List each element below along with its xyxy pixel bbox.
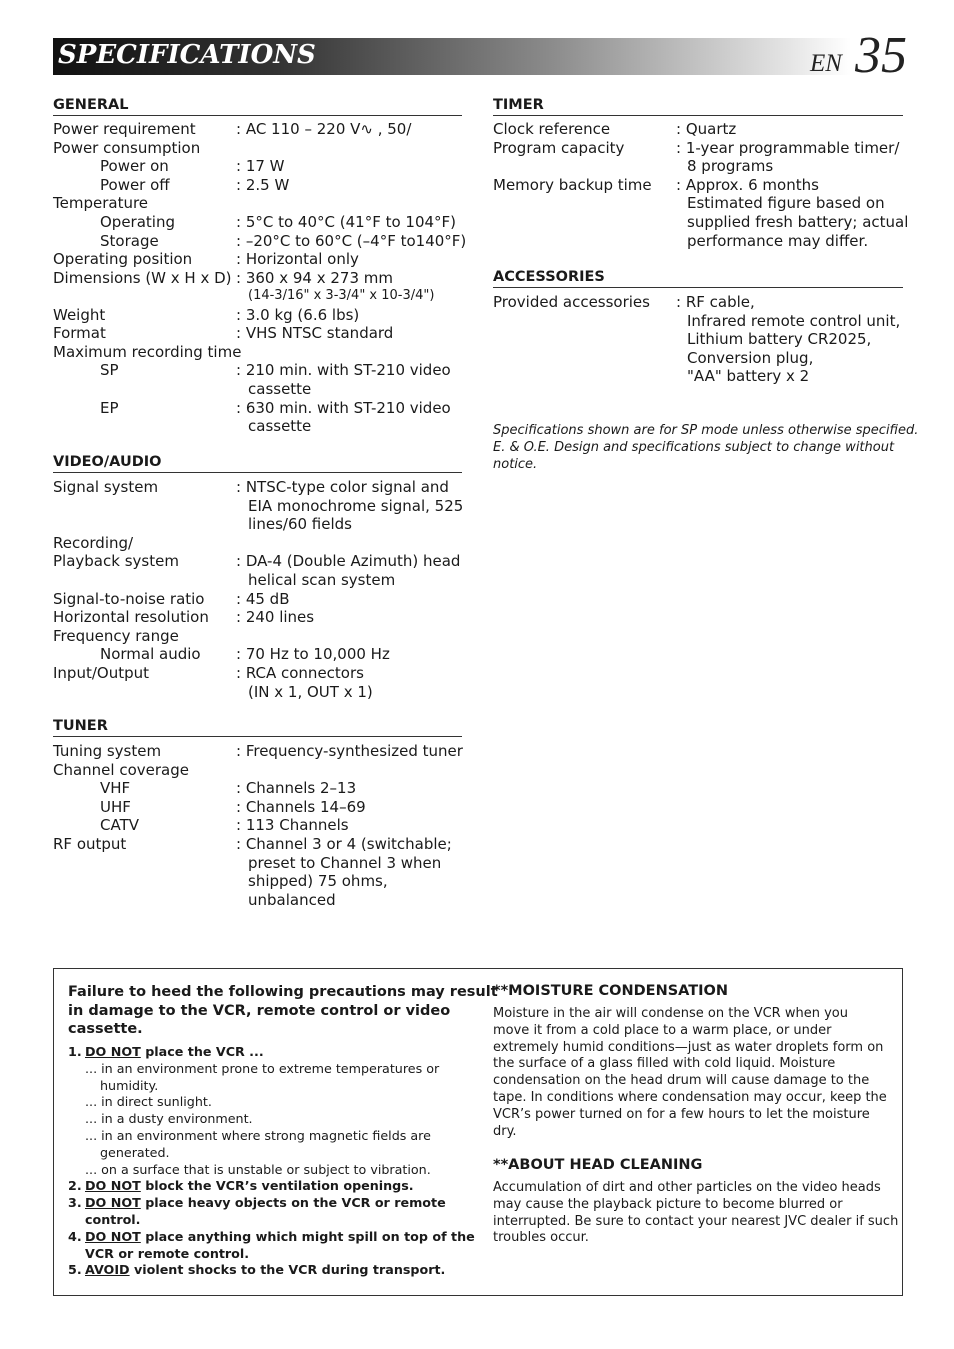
spec-label: Power consumption [53, 138, 201, 157]
spec-label: Horizontal resolution [53, 608, 209, 627]
section-title-general: GENERAL [53, 97, 129, 113]
heading-line: in damage to the VCR, remote control or video [68, 1002, 451, 1019]
item-text: control. [85, 1211, 141, 1227]
spec-value: preset to Channel 3 when [248, 853, 442, 872]
spec-value: : 70 Hz to 10,000 Hz [236, 645, 390, 664]
spec-label: Maximum recording time [53, 342, 242, 361]
spec-label: Normal audio [100, 645, 201, 664]
text-line: interrupted. Be sure to contact your nearest JVC dealer if such [493, 1213, 899, 1229]
spec-value: : 2.5 W [236, 175, 290, 194]
spec-label: Signal-to-noise ratio [53, 589, 205, 608]
page-title: SPECIFICATIONS [58, 40, 316, 70]
spec-value: helical scan system [248, 571, 396, 589]
text-line: Moisture in the air will condense on the VCR when you [493, 1006, 848, 1021]
text-line: condensation on the head drum will cause damage to the [493, 1073, 870, 1089]
subitem-text: ... on a surface that is unstable or subject to vibration. [85, 1161, 431, 1177]
subitem-text: ... in direct sunlight. [85, 1094, 212, 1110]
spec-label: Power requirement [53, 120, 196, 138]
spec-value: unbalanced [248, 890, 336, 909]
spec-label: RF output [53, 835, 127, 853]
spec-value: 8 programs [687, 157, 774, 176]
text-line: move it from a cold place to a warm place, or under [493, 1022, 832, 1038]
head-cleaning-title: **ABOUT HEAD CLEANING [493, 1157, 703, 1173]
spec-value: : 1-year programmable timer/ [676, 138, 900, 157]
subitem-text: generated. [100, 1144, 170, 1160]
spec-value: : Approx. 6 months [676, 175, 819, 194]
spec-label: EP [100, 398, 119, 417]
heading-line: Failure to heed the following precautions may result [68, 984, 498, 1000]
subitem-text: humidity. [100, 1077, 159, 1093]
note-line: E. & O.E. Design and specifications subject to change without [493, 439, 895, 455]
moisture-text [493, 1006, 887, 1140]
item-number: 3. [68, 1195, 82, 1211]
spec-value: : Quartz [676, 120, 737, 138]
head-cleaning-text [493, 1180, 898, 1247]
spec-value: : 240 lines [236, 608, 315, 627]
spec-value: EIA monochrome signal, 525 [248, 496, 464, 515]
text-line: extremely humid conditions—just as water droplets form on [493, 1039, 884, 1055]
spec-label: Recording/ [53, 533, 134, 552]
spec-label: CATV [100, 816, 139, 835]
spec-value: cassette [248, 417, 312, 436]
section-title-timer: TIMER [493, 97, 544, 113]
spec-label: Power off [100, 175, 170, 194]
heading-line: cassette. [68, 1021, 143, 1037]
text-line: dry. [493, 1123, 517, 1139]
item-text: VCR or remote control. [85, 1245, 250, 1261]
moisture-title: **MOISTURE CONDENSATION [493, 983, 729, 999]
section-rule [53, 472, 462, 473]
item-emphasis: AVOID [85, 1262, 130, 1278]
spec-value: Lithium battery CR2025, [687, 330, 872, 349]
spec-label: Signal system [53, 478, 159, 496]
item-number: 5. [68, 1262, 82, 1278]
item-text: place heavy objects on the VCR or remote [140, 1195, 446, 1211]
spec-value: : 3.0 kg (6.6 lbs) [236, 305, 360, 324]
spec-label: Format [53, 324, 106, 343]
text-line: Accumulation of dirt and other particles on the video heads [493, 1180, 881, 1195]
spec-label: UHF [100, 797, 131, 816]
spec-value: : 630 min. with ST-210 video [236, 398, 451, 417]
spec-label: Operating [100, 213, 175, 231]
language-label: EN [810, 50, 842, 77]
text-line: the surface of a glass filled with cold liquid. Moisture [493, 1056, 836, 1072]
specifications-note [493, 423, 919, 473]
subitem-text: ... in a dusty environment. [85, 1111, 253, 1127]
spec-label: Input/Output [53, 664, 149, 682]
spec-value: : AC 110 – 220 V∿ , 50/ [236, 120, 412, 138]
spec-label: Weight [53, 305, 106, 324]
spec-value: : NTSC-type color signal and [236, 478, 449, 496]
spec-value: Estimated figure based on [687, 194, 885, 213]
section-title-accessories: ACCESSORIES [493, 269, 605, 285]
section-title-video-audio: VIDEO/AUDIO [53, 454, 162, 470]
spec-value: : VHS NTSC standard [236, 324, 394, 343]
item-text: block the VCR’s ventilation openings. [140, 1178, 414, 1194]
spec-label: Clock reference [493, 120, 611, 138]
item-number: 2. [68, 1178, 82, 1194]
spec-value: : 45 dB [236, 589, 290, 608]
item-text: place anything which might spill on top of the [140, 1228, 475, 1244]
subitem-text: ... in an environment prone to extreme temperatures or [85, 1060, 440, 1076]
item-number: 1. [68, 1044, 82, 1059]
item-emphasis: DO NOT [85, 1228, 141, 1244]
spec-label: VHF [100, 779, 131, 798]
section-rule [53, 736, 462, 737]
spec-value: "AA" battery x 2 [687, 367, 810, 386]
item-text: violent shocks to the VCR during transport. [129, 1262, 446, 1278]
spec-value: : 113 Channels [236, 816, 349, 835]
spec-value: Infrared remote control unit, [687, 311, 901, 330]
spec-value: Conversion plug, [687, 348, 814, 367]
spec-value: : DA-4 (Double Azimuth) head [236, 552, 461, 571]
item-emphasis: DO NOT [85, 1195, 141, 1211]
text-line: tape. In conditions where condensation may occur, keep the [493, 1089, 887, 1105]
spec-label: Playback system [53, 552, 179, 571]
spec-label: Memory backup time [493, 175, 652, 194]
item-text: place the VCR ... [140, 1044, 264, 1059]
section-rule [53, 115, 462, 116]
spec-label: Power on [100, 157, 169, 176]
note-line: Specifications shown are for SP mode unless otherwise specified. [493, 423, 919, 438]
precautions-heading [68, 983, 498, 1039]
section-rule [493, 115, 903, 116]
spec-label: Storage [100, 231, 159, 250]
spec-label: Channel coverage [53, 760, 189, 779]
spec-label: Operating position [53, 250, 193, 269]
spec-label: Tuning system [53, 742, 162, 760]
item-emphasis: DO NOT [85, 1044, 141, 1059]
spec-value: supplied fresh battery; actual [687, 213, 909, 231]
spec-label: Frequency range [53, 626, 179, 645]
spec-value: : Horizontal only [236, 250, 359, 269]
spec-value: (14-3/16" x 3-3/4" x 10-3/4") [248, 288, 435, 303]
spec-label: Provided accessories [493, 293, 650, 311]
spec-value: : –20°C to 60°C (–4°F to140°F) [236, 231, 467, 250]
text-line: troubles occur. [493, 1230, 589, 1246]
page-number: 35 [855, 27, 907, 84]
spec-value: : 17 W [236, 157, 285, 176]
spec-value: (IN x 1, OUT x 1) [248, 682, 373, 701]
spec-value: : RF cable, [676, 293, 755, 311]
spec-label: SP [100, 361, 119, 380]
spec-value: : Frequency-synthesized tuner [236, 742, 463, 760]
spec-label: Dimensions (W x H x D) [53, 268, 232, 287]
spec-value: : Channel 3 or 4 (switchable; [236, 835, 452, 853]
spec-value: cassette [248, 380, 312, 398]
spec-value: : 5°C to 40°C (41°F to 104°F) [236, 213, 457, 231]
spec-label: Program capacity [493, 138, 625, 157]
note-line: notice. [493, 456, 538, 472]
item-number: 4. [68, 1228, 82, 1244]
spec-value: : 210 min. with ST-210 video [236, 361, 451, 380]
section-rule [493, 287, 903, 288]
spec-label: Temperature [53, 194, 149, 213]
spec-value: shipped) 75 ohms, [248, 872, 388, 891]
section-title-tuner: TUNER [53, 718, 108, 734]
text-line: VCR’s power turned on for a few hours to let the moisture [493, 1106, 870, 1122]
spec-value: : Channels 14–69 [236, 797, 366, 816]
text-line: may cause the playback picture to become blurred or [493, 1196, 843, 1212]
spec-value: performance may differ. [687, 231, 869, 250]
spec-value: : Channels 2–13 [236, 779, 357, 798]
spec-value: : RCA connectors [236, 664, 364, 682]
subitem-text: ... in an environment where strong magnetic fields are [85, 1127, 431, 1143]
spec-value: lines/60 fields [248, 515, 352, 534]
item-emphasis: DO NOT [85, 1178, 141, 1194]
spec-value: : 360 x 94 x 273 mm [236, 268, 393, 287]
